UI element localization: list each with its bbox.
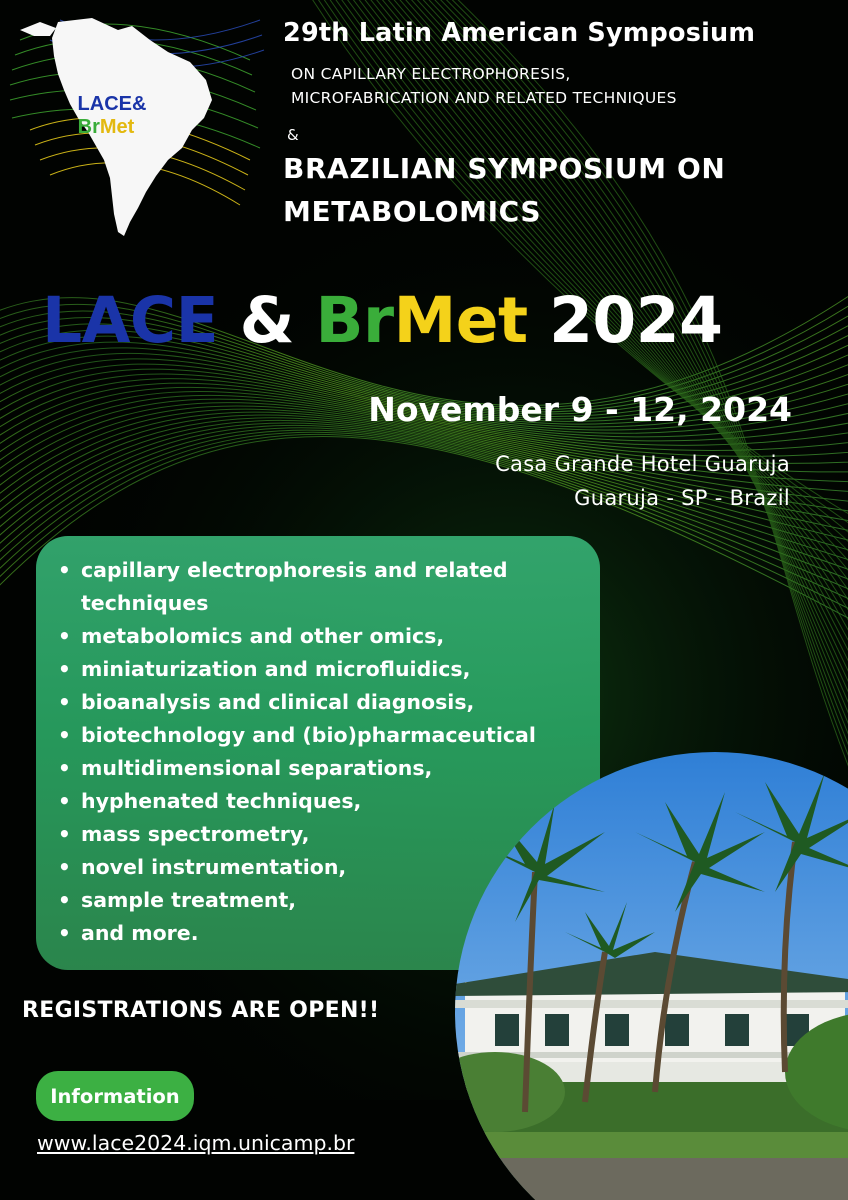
main-event-title [42, 284, 722, 357]
south-america-logo [0, 0, 280, 250]
symposium-title: 29th Latin American Symposium [283, 18, 756, 48]
topic-item: • metabolomics and other omics, [54, 620, 536, 653]
symposium-subtitle-line2: MICROFABRICATION AND RELATED TECHNIQUES [291, 89, 677, 107]
topic-item: • capillary electrophoresis and related [54, 554, 536, 587]
registrations-open-text: REGISTRATIONS ARE OPEN!! [22, 998, 380, 1023]
title-lace: LACE [42, 284, 219, 357]
title-brmet [316, 284, 528, 357]
title-br: Br [315, 284, 394, 357]
header-ampersand: & [287, 126, 299, 144]
topic-item: • multidimensional separations, [54, 752, 536, 785]
venue-name: Casa Grande Hotel Guaruja [495, 452, 790, 476]
topic-item: • mass spectrometry, [54, 818, 536, 851]
topic-item: • bioanalysis and clinical diagnosis, [54, 686, 536, 719]
topics-list [54, 554, 536, 950]
topic-item: techniques [81, 591, 209, 615]
symposium-subtitle-line1: ON CAPILLARY ELECTROPHORESIS, [291, 65, 571, 83]
topic-item: • miniaturization and microfluidics, [54, 653, 536, 686]
title-ampersand: & [239, 284, 295, 357]
website-link[interactable]: www.lace2024.iqm.unicamp.br [37, 1131, 355, 1155]
logo-line2: BrMet [77, 116, 135, 138]
information-button[interactable]: Information [36, 1071, 194, 1121]
brazilian-symposium-line1: BRAZILIAN SYMPOSIUM ON [283, 152, 726, 185]
logo-line1: LACE& [77, 93, 147, 115]
topic-item: • sample treatment, [54, 884, 536, 917]
topic-item: • hyphenated techniques, [54, 785, 536, 818]
event-date: November 9 - 12, 2024 [368, 390, 792, 429]
topic-item: • and more. [54, 917, 536, 950]
topic-item: • novel instrumentation, [54, 851, 536, 884]
title-met: Met [393, 284, 528, 357]
venue-location: Guaruja - SP - Brazil [574, 486, 790, 510]
topic-item: • biotechnology and (bio)pharmaceutical [54, 719, 536, 752]
brazilian-symposium-line2: METABOLOMICS [283, 195, 542, 228]
title-year: 2024 [549, 284, 723, 357]
